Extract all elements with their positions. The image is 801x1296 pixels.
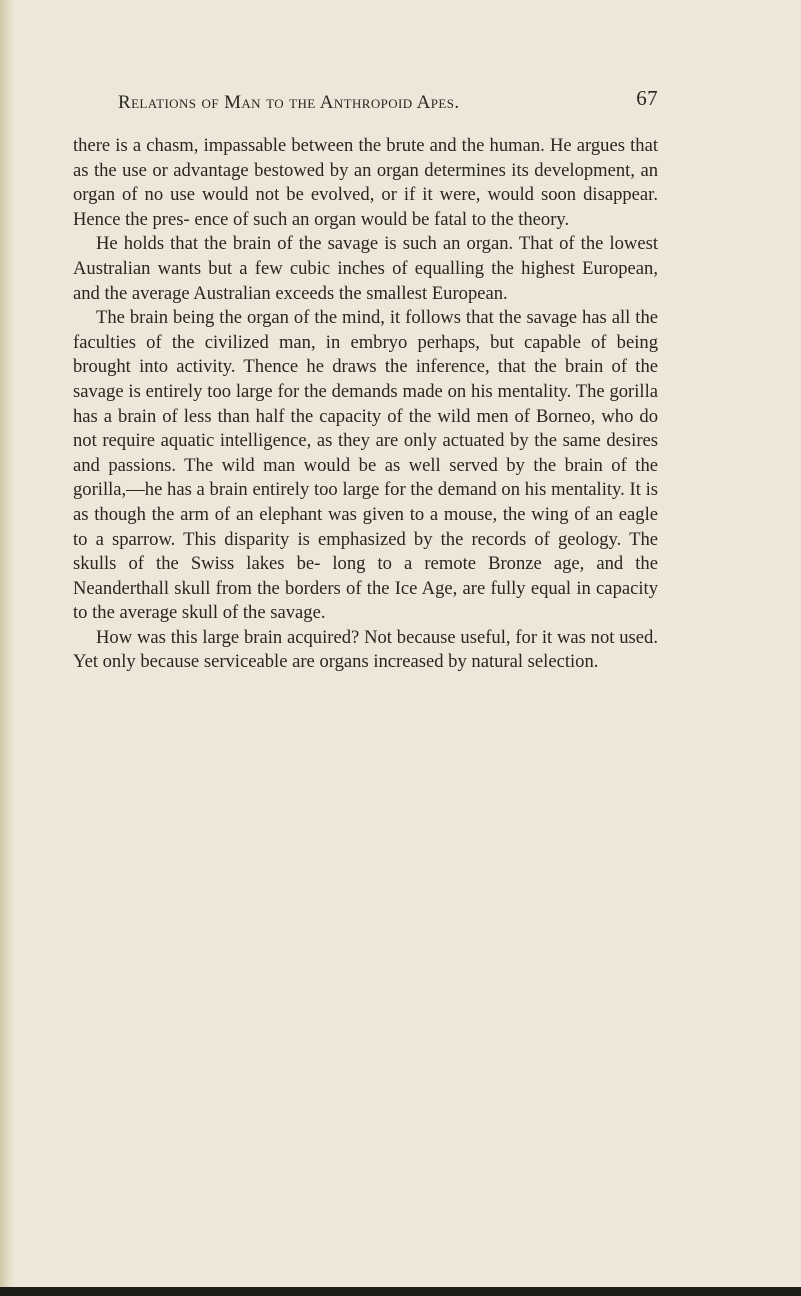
page-number: 67 <box>636 86 658 110</box>
page-gutter-shadow <box>0 0 14 1296</box>
paragraph-4: How was this large brain acquired? Not because useful, for it was not used. Yet only because serviceable are organs increased by natural selection. <box>73 626 658 673</box>
paragraph-1: there is a chasm, impassable between the brute and the human. He argues that as the use or advantage bestowed by an organ determines its development, an organ of no use would not be evolved, or if it were, would soon disappear. Hence the pres- ence of such an organ would be fatal to the theory. <box>73 135 658 230</box>
paragraph-2: He holds that the brain of the savage is such an organ. That of the lowest Australian wants but a few cubic inches of equalling the highest European, and the average Australian exceeds the smallest European. <box>73 233 658 304</box>
body-text <box>73 134 658 675</box>
scan-bottom-edge <box>0 1287 801 1296</box>
paragraph-3: The brain being the organ of the mind, it follows that the savage has all the faculties of the civilized man, in embryo perhaps, but capable of being brought into activity. Thence he draws the inference, that the brain of the savage is entirely too large for the demands made on his mentality. The gorilla has a brain of less than half the capacity of the wild men of Borneo, who do not require aquatic intelligence, as they are only actuated by the same desires and passions. The wild man would be as well served by the brain of the gorilla,—he has a brain entirely too large for the demand on his mentality. It is as though the arm of an elephant was given to a mouse, the wing of an eagle to a sparrow. This disparity is emphasized by the records of geology. The skulls of the Swiss lakes be- long to a remote Bronze age, and the Neanderthall skull from the borders of the Ice Age, are fully equal in capacity to the average skull of the savage. <box>73 307 658 624</box>
running-title: Relations of Man to the Anthropoid Apes. <box>118 92 460 113</box>
page-header <box>118 86 658 120</box>
